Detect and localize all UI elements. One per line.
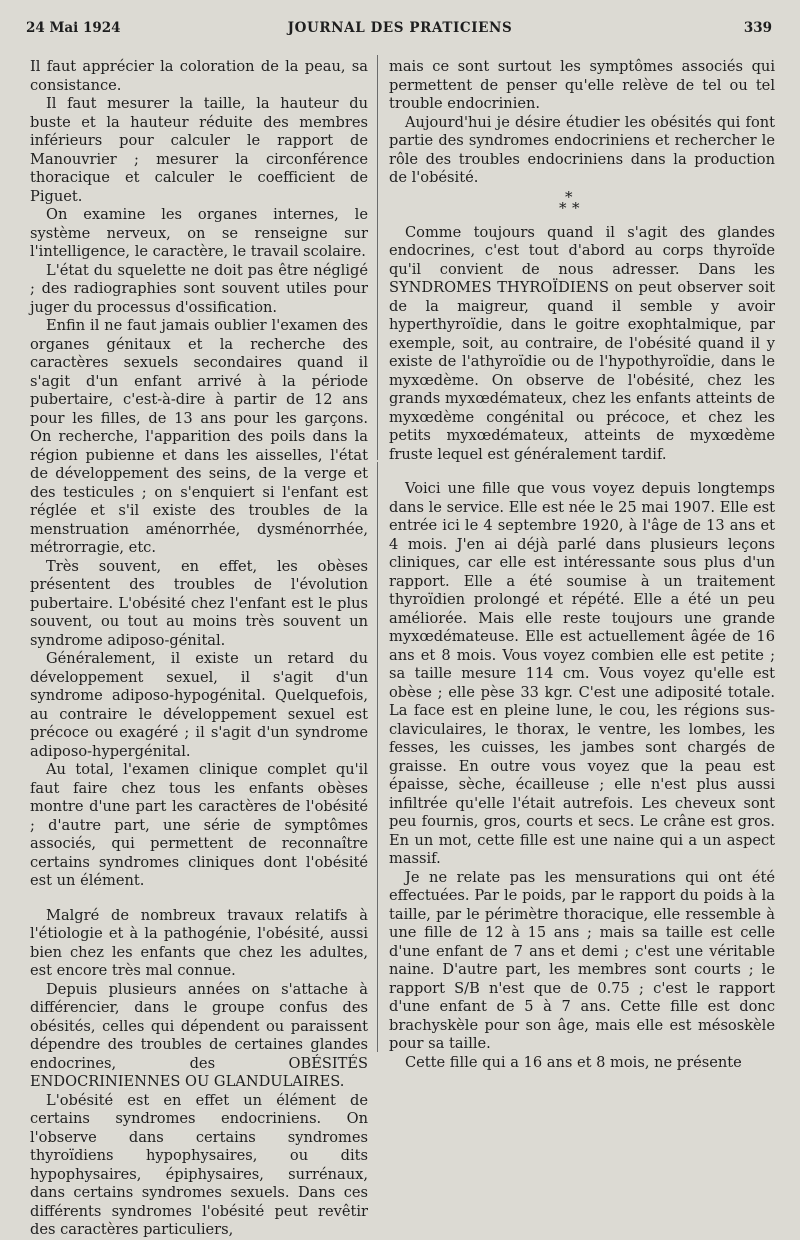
- column-divider: [377, 55, 378, 460]
- paragraph: On examine les organes internes, le système nerveux, on se renseigne sur l'intelligence, le caractère, le travail scolaire.: [30, 206, 368, 260]
- right-column: [389, 58, 775, 1072]
- running-head: [26, 20, 774, 42]
- journal-title: JOURNAL DES PRATICIENS: [287, 20, 513, 36]
- column-divider: [377, 462, 378, 1052]
- paragraph: Depuis plusieurs années on s'attache à différencier, dans le groupe confus des obésités, celles qui dépendent ou paraissent dépendre des troubles de certaines glandes endocrines, des OBÉSITÉS ENDOCRINIENNES OU GLANDULAIRES.: [30, 980, 368, 1090]
- section-gap: [389, 464, 775, 480]
- issue-date: 24 Mai 1924: [26, 20, 121, 36]
- paragraph: Cette fille qui a 16 ans et 8 mois, ne présente: [405, 1053, 742, 1071]
- paragraph: L'état du squelette ne doit pas être négligé ; des radiographies sont souvent utiles pour juger du processus d'ossification.: [30, 261, 368, 316]
- asterisk: *: [565, 187, 573, 206]
- paragraph: Comme toujours quand il s'agit des glandes endocrines, c'est tout d'abord au corps thyroïde qu'il convient de nous adresser. Dans les SYNDROMES THYROÏDIENS on peut observer soit de la maigreur, quand il semble y avoir hyperthyroïdie, dans le goitre exophtalmique, par exemple, soit, au contraire, de l'obésité quand il y existe de l'athyroïdie ou de l'hypothyroïdie, dans le myxœdème. On observe de l'obésité, chez les grands myxœdémateux, chez les enfants atteints de myxœdème congénital ou précoce, et chez les petits myxœdémateux, atteints de myxœdème fruste lequel est généralement tardif.: [389, 223, 775, 463]
- paragraph: Il faut mesurer la taille, la hauteur du buste et la hauteur réduite des membres inférieurs pour calculer le rapport de Manouvrier ; mesurer la circonférence thoracique et calculer le coefficient de Piguet.: [30, 95, 368, 205]
- paragraph: Généralement, il existe un retard du développement sexuel, il s'agit d'un syndrome adiposo-hypogénital. Quelquefois, au contraire le développement sexuel est précoce ou exagéré ; il s'agit d'un syndrome adiposo-hypergénital.: [30, 650, 368, 760]
- paragraph: Au total, l'examen clinique complet qu'il faut faire chez tous les enfants obèses montre d'une part les caractères de l'obésité ; d'autre part, une série de symptômes associés, qui permettent de reconnaître certains syndromes cliniques dont l'obésité est un élément.: [30, 761, 368, 889]
- paragraph: Je ne relate pas les mensurations qui ont été effectuées. Par le poids, par le rapport du poids à la taille, par le périmètre thoracique, elle ressemble à une fille de 12 à 15 ans ; mais sa taille est celle d'une enfant de 7 ans et demi ; c'est une véritable naine. D'autre part, les membres sont courts ; le rapport S/B n'est que de 0.75 ; c'est le rapport d'une enfant de 5 à 7 ans. Cette fille est donc brachyskèle pour son âge, mais elle est mésoskèle pour sa taille.: [389, 868, 775, 1052]
- asterisk: *: [572, 198, 580, 217]
- paragraph: L'obésité est en effet un élément de certains syndromes endocriniens. On l'observe dans certains syndromes thyroïdiens hypophysaires, ou dits hypophysaires, épiphysaires, surrénaux, dans certains syndromes sexuels. Dans ces différents syndromes l'obésité peut revêtir des caractères particuliers,: [30, 1091, 368, 1238]
- paragraph: Voici une fille que vous voyez depuis longtemps dans le service. Elle est née le 25 mai 1907. Elle est entrée ici le 4 septembre 1920, à l'âge de 13 ans et 4 mois. J'en ai déjà parlé dans plusieurs leçons cliniques, car elle est intéressante sous plus d'un rapport. Elle a été soumise à un traitement thyroïdien prolongé et répété. Elle a été un peu améliorée. Mais elle reste toujours une grande myxœdémateuse. Elle est actuellement âgée de 16 ans et 8 mois. Vous voyez combien elle est petite ; sa taille mesure 114 cm. Vous voyez qu'elle est obèse ; elle pèse 33 kgr. C'est une adiposité totale. La face est en pleine lune, le cou, les régions sus-claviculaires, le thorax, le ventre, les lombes, les fesses, les cuisses, les jambes sont chargés de graisse. En outre vous voyez que la peau est épaisse, sèche, écailleuse ; elle n'est plus aussi infiltrée qu'elle l'était autrefois. Les cheveux sont peu fournis, gros, courts et secs. Le crâne est gros. En un mot, cette fille est une naine qui a un aspect massif.: [389, 480, 775, 867]
- paragraph: Aujourd'hui je désire étudier les obésités qui font partie des syndromes endocriniens et rechercher le rôle des troubles endocriniens dans la production de l'obésité.: [389, 113, 775, 186]
- section-gap: [30, 891, 368, 907]
- page-number: 339: [743, 20, 772, 36]
- asterism-divider: [389, 188, 775, 224]
- paragraph: Enfin il ne faut jamais oublier l'examen des organes génitaux et la recherche des caractères sexuels secondaires quand il s'agit d'un enfant arrivé à la période pubertaire, c'est-à-dire à partir de 12 ans pour les filles, de 13 ans pour les garçons. On recherche, l'apparition des poils dans la région pubienne et dans les aisselles, l'état de développement des seins, de la verge et des testicules ; on s'enquiert si l'enfant est réglée et s'il existe des troubles de la menstruation aménorrhée, dysménorrhée, métrorragie, etc.: [30, 317, 368, 556]
- paragraph: Malgré de nombreux travaux relatifs à l'étiologie et à la pathogénie, l'obésité, aussi bien chez les enfants que chez les adultes, est encore très mal connue.: [30, 906, 368, 979]
- left-column: [30, 58, 368, 1240]
- paragraph: mais ce sont surtout les symptômes associés qui permettent de penser qu'elle relève de tel ou tel trouble endocrinien.: [389, 58, 775, 112]
- paragraph: Très souvent, en effet, les obèses présentent des troubles de l'évolution pubertaire. L'obésité chez l'enfant est le plus souvent, ou tout au moins très souvent un syndrome adiposo-génital.: [30, 557, 368, 649]
- asterisk: *: [559, 198, 567, 217]
- paragraph: Il faut apprécier la coloration de la peau, sa consistance.: [30, 58, 368, 94]
